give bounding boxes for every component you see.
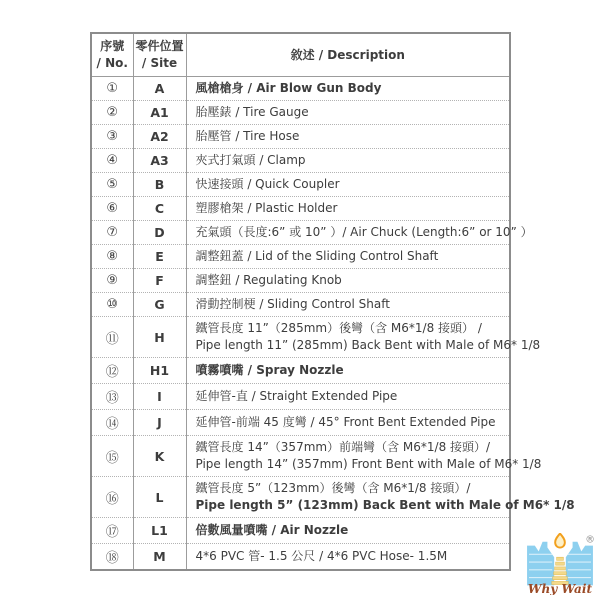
parts-table xyxy=(90,32,575,571)
row-description xyxy=(186,221,533,245)
description-line: 4*6 PVC 管- 1.5 公尺 / 4*6 PVC Hose- 1.5M xyxy=(195,549,448,563)
description-line: 快速接頭 / Quick Coupler xyxy=(195,177,340,191)
row-site-code: D xyxy=(133,221,186,245)
row-description xyxy=(186,293,510,317)
description-line: Pipe length 11” (285mm) Back Bent with Male of M6* 1/8 xyxy=(195,338,541,352)
row-site-code: M xyxy=(133,544,186,571)
row-description xyxy=(186,197,510,221)
description-line: 鐵管長度 11”（285mm）後彎（含 M6*1/8 接頭） / xyxy=(195,321,482,335)
logo-graphic xyxy=(523,533,597,595)
row-number: ④ xyxy=(91,149,133,173)
flame-icon xyxy=(555,533,565,547)
description-line: 滑動控制梗 / Sliding Control Shaft xyxy=(195,297,390,311)
row-description xyxy=(186,101,510,125)
row-number: ⑨ xyxy=(91,269,133,293)
header-no-en: / No. xyxy=(96,56,128,70)
row-description xyxy=(186,317,541,358)
table-header-row xyxy=(91,33,510,77)
row-number: ⑧ xyxy=(91,245,133,269)
table-row xyxy=(91,77,510,101)
row-number: ⑰ xyxy=(91,518,133,544)
row-site-code: H xyxy=(133,317,186,358)
row-site-code: C xyxy=(133,197,186,221)
description-line: 胎壓管 / Tire Hose xyxy=(195,129,300,143)
row-number: ⑪ xyxy=(91,317,133,358)
row-description xyxy=(186,173,510,197)
header-site-en: / Site xyxy=(141,56,178,70)
row-number: ③ xyxy=(91,125,133,149)
row-number: ① xyxy=(91,77,133,101)
row-description xyxy=(186,518,510,544)
row-number: ⑦ xyxy=(91,221,133,245)
row-number: ⑤ xyxy=(91,173,133,197)
description-line: 塑膠槍架 / Plastic Holder xyxy=(195,201,338,215)
table-row xyxy=(91,269,510,293)
row-site-code: F xyxy=(133,269,186,293)
parts-table-body xyxy=(91,77,575,571)
description-line: 延伸管-直 / Straight Extended Pipe xyxy=(195,389,398,403)
description-line: 調整鈕蓋 / Lid of the Sliding Control Shaft xyxy=(195,249,439,263)
table-row xyxy=(91,293,510,317)
header-no-zh: 序號 xyxy=(100,39,125,53)
row-description xyxy=(186,149,510,173)
row-site-code: J xyxy=(133,410,186,436)
row-description xyxy=(186,269,510,293)
row-number: ⑥ xyxy=(91,197,133,221)
table-row xyxy=(91,410,510,436)
brand-logo xyxy=(523,533,597,595)
header-site xyxy=(133,33,186,77)
table-row xyxy=(91,197,510,221)
description-line: 胎壓錶 / Tire Gauge xyxy=(195,105,309,119)
table-row xyxy=(91,544,510,571)
row-site-code: B xyxy=(133,173,186,197)
registered-icon: ® xyxy=(585,534,595,546)
table-row xyxy=(91,436,510,477)
description-line: Pipe length 5” (123mm) Back Bent with Male of M6* 1/8 xyxy=(195,498,575,512)
header-site-zh: 零件位置 xyxy=(135,39,184,53)
row-description xyxy=(186,77,510,101)
row-site-code: A xyxy=(133,77,186,101)
row-site-code: I xyxy=(133,384,186,410)
brand-name: Why Wait xyxy=(527,582,593,595)
table-row xyxy=(91,358,510,384)
table-row xyxy=(91,221,510,245)
table-row xyxy=(91,317,510,358)
row-description xyxy=(186,436,542,477)
table-row xyxy=(91,173,510,197)
description-line: 夾式打氣頭 / Clamp xyxy=(195,153,306,167)
header-description: 敘述 / Description xyxy=(186,33,510,77)
row-number: ⑯ xyxy=(91,477,133,518)
row-site-code: G xyxy=(133,293,186,317)
row-number: ⑩ xyxy=(91,293,133,317)
row-number: ② xyxy=(91,101,133,125)
description-line: 鐵管長度 14”（357mm）前端彎（含 M6*1/8 接頭）/ xyxy=(195,440,491,454)
row-site-code: A2 xyxy=(133,125,186,149)
description-line: 延伸管-前端 45 度彎 / 45° Front Bent Extended Pipe xyxy=(195,415,496,429)
row-description xyxy=(186,358,510,384)
description-line: 鐵管長度 5”（123mm）後彎（含 M6*1/8 接頭）/ xyxy=(195,481,471,495)
row-description xyxy=(186,245,510,269)
row-site-code: E xyxy=(133,245,186,269)
table-row xyxy=(91,149,510,173)
table-row xyxy=(91,101,510,125)
row-description xyxy=(186,477,575,518)
description-line: 倍數風量噴嘴 / Air Nozzle xyxy=(195,523,349,537)
description-line: 充氣頭（長度:6” 或 10” ）/ Air Chuck (Length:6” or 10” ） xyxy=(195,225,533,239)
row-site-code: L1 xyxy=(133,518,186,544)
row-number: ⑮ xyxy=(91,436,133,477)
table-row xyxy=(91,384,510,410)
table-row xyxy=(91,518,510,544)
row-number: ⑭ xyxy=(91,410,133,436)
row-number: ⑫ xyxy=(91,358,133,384)
row-description xyxy=(186,125,510,149)
row-site-code: K xyxy=(133,436,186,477)
table-row xyxy=(91,245,510,269)
row-number: ⑬ xyxy=(91,384,133,410)
row-description xyxy=(186,544,510,571)
header-no xyxy=(91,33,133,77)
description-line: Pipe length 14” (357mm) Front Bent with Male of M6* 1/8 xyxy=(195,457,542,471)
row-site-code: A1 xyxy=(133,101,186,125)
row-site-code: H1 xyxy=(133,358,186,384)
row-description xyxy=(186,384,510,410)
description-line: 風槍槍身 / Air Blow Gun Body xyxy=(195,81,382,95)
row-site-code: A3 xyxy=(133,149,186,173)
table-row xyxy=(91,477,510,518)
row-description xyxy=(186,410,510,436)
row-number: ⑱ xyxy=(91,544,133,571)
table-row xyxy=(91,125,510,149)
row-site-code: L xyxy=(133,477,186,518)
description-line: 調整鈕 / Regulating Knob xyxy=(195,273,342,287)
ladder-icon xyxy=(552,557,568,584)
description-line: 噴霧噴嘴 / Spray Nozzle xyxy=(195,363,344,377)
